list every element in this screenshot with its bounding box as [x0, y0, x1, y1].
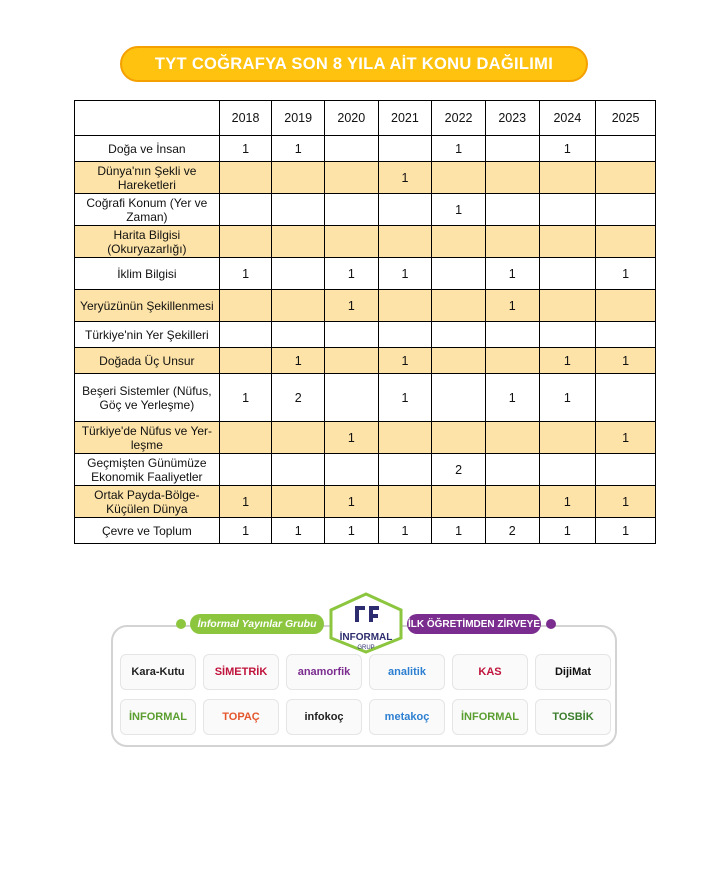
- table-row: [75, 422, 656, 454]
- count-cell: 1: [485, 374, 539, 422]
- table-row: [75, 518, 656, 544]
- count-cell: 1: [324, 422, 378, 454]
- count-cell: [539, 226, 596, 258]
- count-cell: [539, 258, 596, 290]
- count-cell: [485, 348, 539, 374]
- count-cell: [432, 422, 486, 454]
- count-cell: [219, 454, 272, 486]
- table-row: [75, 258, 656, 290]
- count-cell: [596, 226, 656, 258]
- count-cell: [485, 454, 539, 486]
- count-cell: 1: [596, 348, 656, 374]
- table-row: [75, 486, 656, 518]
- publisher-logo: DijiMat: [535, 654, 611, 690]
- publisher-logo: İNFORMAL: [452, 699, 528, 735]
- publisher-logo: analitik: [369, 654, 445, 690]
- publisher-logo: anamorfik: [286, 654, 362, 690]
- publisher-logo: SİMETRİK: [203, 654, 279, 690]
- count-cell: [485, 422, 539, 454]
- count-cell: [596, 194, 656, 226]
- green-dot: [176, 619, 186, 629]
- count-cell: [485, 136, 539, 162]
- count-cell: [539, 322, 596, 348]
- count-cell: [432, 486, 486, 518]
- count-cell: 1: [324, 290, 378, 322]
- count-cell: 1: [378, 518, 432, 544]
- count-cell: 1: [596, 486, 656, 518]
- publisher-logo: İNFORMAL: [120, 699, 196, 735]
- count-cell: 1: [485, 258, 539, 290]
- count-cell: 1: [539, 486, 596, 518]
- count-cell: [324, 162, 378, 194]
- count-cell: [324, 194, 378, 226]
- count-cell: 1: [272, 348, 325, 374]
- purple-dot: [546, 619, 556, 629]
- center-logo-name: İNFORMAL: [339, 632, 393, 643]
- count-cell: [378, 454, 432, 486]
- subject-cell: Coğrafi Konum (Yer ve Zaman): [75, 194, 220, 226]
- count-cell: [324, 374, 378, 422]
- count-cell: [324, 454, 378, 486]
- count-cell: [378, 194, 432, 226]
- table-row: [75, 348, 656, 374]
- subject-cell: Çevre ve Toplum: [75, 518, 220, 544]
- count-cell: [432, 290, 486, 322]
- count-cell: [596, 454, 656, 486]
- count-cell: 1: [272, 136, 325, 162]
- table-row: [75, 226, 656, 258]
- table-row: [75, 194, 656, 226]
- count-cell: [219, 322, 272, 348]
- count-cell: 1: [219, 258, 272, 290]
- count-cell: [378, 422, 432, 454]
- header-corner: [75, 101, 220, 136]
- count-cell: [596, 136, 656, 162]
- count-cell: [485, 194, 539, 226]
- count-cell: 1: [378, 258, 432, 290]
- count-cell: 1: [539, 136, 596, 162]
- count-cell: 1: [432, 518, 486, 544]
- count-cell: [432, 348, 486, 374]
- subject-cell: Harita Bilgisi (Okuryazarlığı): [75, 226, 220, 258]
- count-cell: [219, 348, 272, 374]
- subject-cell: Geçmişten Günümüze Ekonomik Faaliyetler: [75, 454, 220, 486]
- count-cell: [378, 290, 432, 322]
- year-header: 2021: [378, 101, 432, 136]
- count-cell: [432, 258, 486, 290]
- count-cell: 1: [219, 136, 272, 162]
- count-cell: [539, 162, 596, 194]
- subject-cell: Doğada Üç Unsur: [75, 348, 220, 374]
- count-cell: [539, 454, 596, 486]
- count-cell: 1: [485, 290, 539, 322]
- count-cell: 2: [432, 454, 486, 486]
- year-header: 2023: [485, 101, 539, 136]
- count-cell: [219, 290, 272, 322]
- count-cell: 1: [596, 518, 656, 544]
- subject-cell: Dünya'nın Şekli ve Hareketleri: [75, 162, 220, 194]
- table-row: [75, 374, 656, 422]
- count-cell: 1: [378, 348, 432, 374]
- center-logo-sub: GRUP: [357, 645, 375, 651]
- center-logo-text: [325, 633, 407, 653]
- count-cell: [485, 322, 539, 348]
- count-cell: [219, 162, 272, 194]
- count-cell: 1: [432, 194, 486, 226]
- count-cell: [272, 226, 325, 258]
- count-cell: [432, 162, 486, 194]
- count-cell: [539, 422, 596, 454]
- page-title: TYT COĞRAFYA SON 8 YILA AİT KONU DAĞILIMI: [120, 46, 588, 82]
- publisher-logo: Kara-Kutu: [120, 654, 196, 690]
- publisher-logo: KAS: [452, 654, 528, 690]
- subject-cell: İklim Bilgisi: [75, 258, 220, 290]
- count-cell: 1: [219, 486, 272, 518]
- count-cell: [596, 322, 656, 348]
- table-row: [75, 136, 656, 162]
- count-cell: [378, 486, 432, 518]
- count-cell: [485, 226, 539, 258]
- count-cell: [539, 290, 596, 322]
- publisher-logo: TOPAÇ: [203, 699, 279, 735]
- count-cell: [485, 486, 539, 518]
- count-cell: [272, 422, 325, 454]
- count-cell: [324, 226, 378, 258]
- count-cell: [272, 258, 325, 290]
- count-cell: [324, 348, 378, 374]
- count-cell: [272, 454, 325, 486]
- count-cell: 1: [378, 374, 432, 422]
- count-cell: 2: [272, 374, 325, 422]
- count-cell: 1: [596, 422, 656, 454]
- year-header: 2022: [432, 101, 486, 136]
- count-cell: 1: [539, 348, 596, 374]
- group-label: İnformal Yayınlar Grubu: [190, 614, 324, 634]
- count-cell: [324, 322, 378, 348]
- year-header: 2024: [539, 101, 596, 136]
- count-cell: [432, 226, 486, 258]
- count-cell: 1: [432, 136, 486, 162]
- header-row: [75, 101, 656, 136]
- year-header: 2025: [596, 101, 656, 136]
- table-row: [75, 290, 656, 322]
- count-cell: [219, 226, 272, 258]
- count-cell: 1: [539, 374, 596, 422]
- count-cell: [324, 136, 378, 162]
- count-cell: 1: [219, 374, 272, 422]
- table-row: [75, 162, 656, 194]
- count-cell: [432, 374, 486, 422]
- subject-cell: Türkiye'nin Yer Şekilleri: [75, 322, 220, 348]
- count-cell: [219, 194, 272, 226]
- count-cell: [272, 162, 325, 194]
- publisher-logo: metakoç: [369, 699, 445, 735]
- count-cell: 1: [378, 162, 432, 194]
- count-cell: [219, 422, 272, 454]
- count-cell: [485, 162, 539, 194]
- count-cell: 1: [596, 258, 656, 290]
- subject-cell: Yeryüzünün Şekillenmesi: [75, 290, 220, 322]
- topic-distribution-table: [74, 100, 656, 544]
- subject-cell: Doğa ve İnsan: [75, 136, 220, 162]
- subject-cell: Türkiye'de Nüfus ve Yer-leşme: [75, 422, 220, 454]
- count-cell: 1: [272, 518, 325, 544]
- publisher-logo: infokoç: [286, 699, 362, 735]
- count-cell: [272, 290, 325, 322]
- count-cell: [539, 194, 596, 226]
- count-cell: 1: [539, 518, 596, 544]
- count-cell: [272, 322, 325, 348]
- count-cell: 1: [324, 518, 378, 544]
- table-row: [75, 322, 656, 348]
- publisher-logo: TOSBİK: [535, 699, 611, 735]
- count-cell: [378, 322, 432, 348]
- year-header: 2019: [272, 101, 325, 136]
- count-cell: [272, 194, 325, 226]
- count-cell: 1: [324, 486, 378, 518]
- slogan-label: İLK ÖĞRETİMDEN ZİRVEYE: [407, 614, 541, 634]
- count-cell: [596, 374, 656, 422]
- count-cell: 2: [485, 518, 539, 544]
- count-cell: [272, 486, 325, 518]
- count-cell: 1: [324, 258, 378, 290]
- subject-cell: Beşeri Sistemler (Nüfus, Göç ve Yerleşme): [75, 374, 220, 422]
- count-cell: [378, 226, 432, 258]
- count-cell: [596, 162, 656, 194]
- count-cell: [378, 136, 432, 162]
- table-row: [75, 454, 656, 486]
- subject-cell: Ortak Payda-Bölge-Küçülen Dünya: [75, 486, 220, 518]
- count-cell: 1: [219, 518, 272, 544]
- count-cell: [596, 290, 656, 322]
- count-cell: [432, 322, 486, 348]
- year-header: 2020: [324, 101, 378, 136]
- year-header: 2018: [219, 101, 272, 136]
